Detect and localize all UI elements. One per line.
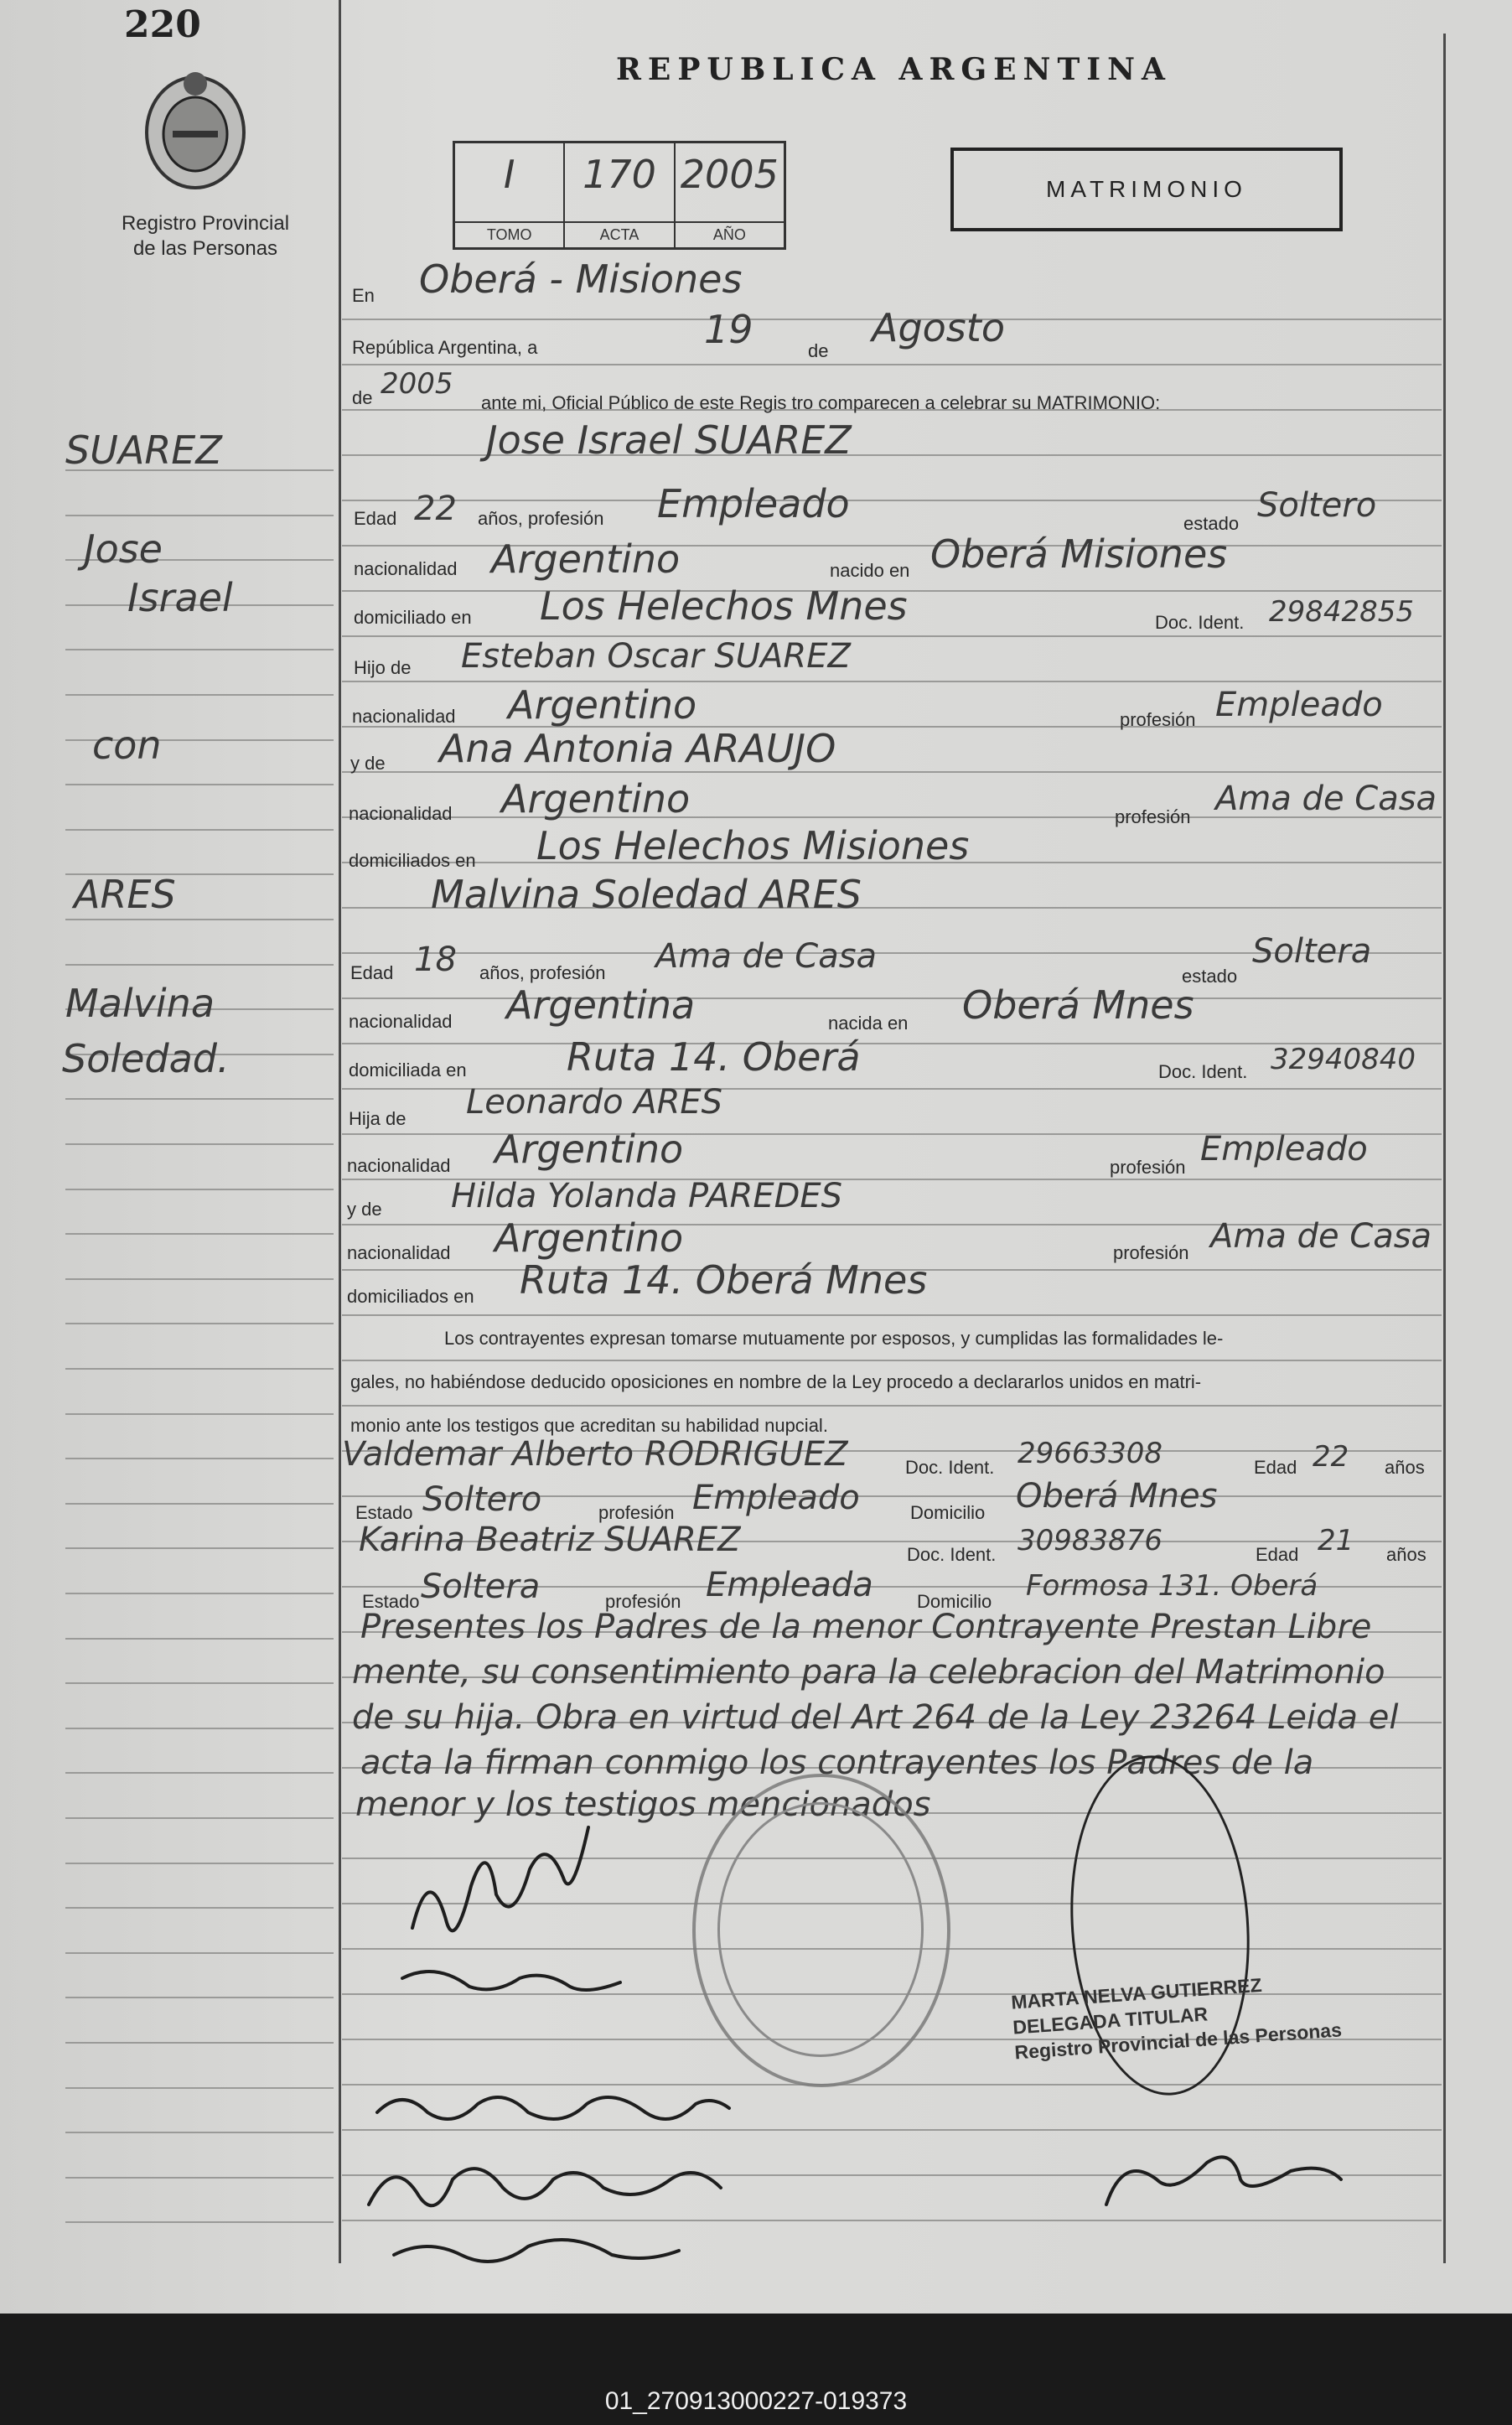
official-stamp: MARTA NELVA GUTIERREZ DELEGADA TITULAR Registro Provincial de las Personas xyxy=(1010,1973,1343,2064)
label-republica-a: República Argentina, a xyxy=(352,337,538,358)
label-nacionalidad-6: nacionalidad xyxy=(347,1242,451,1263)
bride-status: Soltera xyxy=(1252,932,1372,971)
note-line-3: de su hija. Obra en virtud del Art 264 de la Ley 23264 Leida el xyxy=(352,1698,1399,1737)
groom-status: Soltero xyxy=(1257,486,1377,525)
tomo-value: I xyxy=(503,152,515,197)
ruled-line xyxy=(342,771,1442,773)
groom-profession: Empleado xyxy=(657,481,850,526)
groom-nationality: Argentino xyxy=(491,536,681,582)
ruled-line xyxy=(65,1997,334,1998)
ruled-line xyxy=(65,1547,334,1549)
witness1-doc: 29663308 xyxy=(1017,1437,1163,1470)
ruled-line xyxy=(65,1323,334,1324)
groom-father-nationality: Argentino xyxy=(508,682,697,728)
ruled-line xyxy=(65,1458,334,1459)
witness1-address: Oberá Mnes xyxy=(1016,1477,1218,1516)
margin-name-2: Israel xyxy=(127,575,233,620)
ruled-line xyxy=(65,1503,334,1505)
witness2-status: Soltera xyxy=(421,1567,541,1606)
witness2-age: 21 xyxy=(1318,1524,1354,1557)
label-doc-ident: Doc. Ident. xyxy=(1155,612,1245,633)
place-value: Oberá - Misiones xyxy=(419,256,743,302)
ruled-line xyxy=(342,1405,1442,1407)
label-profesion-3: profesión xyxy=(1110,1157,1186,1178)
bride-parents-address: Ruta 14. Oberá Mnes xyxy=(520,1257,928,1303)
groom-mother-nationality: Argentino xyxy=(501,776,691,821)
ruled-line xyxy=(65,1772,334,1774)
label-edad: Edad xyxy=(354,508,397,529)
coat-of-arms-icon xyxy=(139,65,251,191)
ruled-line xyxy=(342,1360,1442,1361)
witness2-doc: 30983876 xyxy=(1017,1524,1163,1557)
groom-name: Jose Israel SUAREZ xyxy=(486,417,852,463)
label-profesion-5: profesión xyxy=(598,1502,675,1523)
label-estado-3: Estado xyxy=(355,1502,413,1523)
ruled-line xyxy=(65,1907,334,1909)
ruled-line xyxy=(342,1314,1442,1316)
label-profesion: profesión xyxy=(1120,709,1196,730)
bride-mother: Hilda Yolanda PAREDES xyxy=(451,1177,843,1215)
statement-line-3: monio ante los testigos que acreditan su habilidad nupcial. xyxy=(350,1415,828,1436)
label-doc-ident-3: Doc. Ident. xyxy=(905,1457,995,1478)
ruled-line xyxy=(65,1233,334,1235)
label-anios-profesion-2: años, profesión xyxy=(479,962,606,983)
bride-name: Malvina Soledad ARES xyxy=(431,872,862,917)
ruled-line xyxy=(65,1593,334,1594)
note-line-2: mente, su consentimiento para la celebracion del Matrimonio xyxy=(352,1653,1385,1692)
label-nacido-en: nacido en xyxy=(830,560,910,581)
groom-father: Esteban Oscar SUAREZ xyxy=(461,637,851,676)
label-nacionalidad: nacionalidad xyxy=(354,558,458,579)
ruled-line xyxy=(65,694,334,696)
label-hija-de: Hija de xyxy=(349,1108,406,1129)
ruled-line xyxy=(65,1817,334,1819)
label-edad-2: Edad xyxy=(350,962,394,983)
document-code: 01_270913000227-019373 xyxy=(604,2387,908,2415)
anio-label: AÑO xyxy=(676,221,784,244)
bride-age: 18 xyxy=(414,940,457,979)
signatures xyxy=(335,1811,1425,2280)
ruled-line xyxy=(65,1278,334,1280)
statement-line-1: Los contrayentes expresan tomarse mutuamente por esposos, y cumplidas las formalidades le- xyxy=(444,1328,1224,1349)
label-doc-ident-4: Doc. Ident. xyxy=(907,1544,997,1565)
ruled-line xyxy=(65,1728,334,1729)
label-domiciliados-en: domiciliados en xyxy=(349,850,476,871)
registry-name: Registro Provincial de las Personas xyxy=(121,212,290,260)
groom-mother: Ana Antonia ARAUJO xyxy=(439,726,836,771)
witness1-age: 22 xyxy=(1313,1440,1349,1474)
label-anios-1: años xyxy=(1385,1457,1425,1478)
margin-surname-2: ARES xyxy=(74,872,176,917)
tomo-box xyxy=(455,143,565,247)
label-nacionalidad-5: nacionalidad xyxy=(347,1155,451,1176)
label-edad-3: Edad xyxy=(1254,1457,1297,1478)
note-line-5: menor y los testigos mencionados xyxy=(355,1785,931,1824)
margin-name-3: Malvina xyxy=(65,981,215,1026)
label-nacida-en: nacida en xyxy=(828,1013,909,1034)
label-domicilio: Domicilio xyxy=(910,1502,986,1523)
label-domiciliado-en: domiciliado en xyxy=(354,607,472,628)
ruled-line xyxy=(65,1413,334,1415)
label-nacionalidad-2: nacionalidad xyxy=(352,706,456,727)
margin-surname: SUAREZ xyxy=(65,427,222,473)
right-border xyxy=(1443,34,1446,2263)
note-line-4: acta la firman conmigo los contrayentes los Padres de la xyxy=(360,1744,1314,1782)
label-ante: ante mi, Oficial Público de este Regis tro comparecen a celebrar su MATRIMONIO: xyxy=(481,392,1161,413)
ruled-line xyxy=(65,784,334,785)
ruled-line xyxy=(65,2132,334,2133)
year-value: 2005 xyxy=(381,367,453,401)
label-estado-2: estado xyxy=(1182,966,1238,987)
groom-parents-address: Los Helechos Misiones xyxy=(536,823,970,868)
ruled-line xyxy=(65,2177,334,2179)
groom-doc: 29842855 xyxy=(1269,595,1415,629)
ruled-line xyxy=(65,1098,334,1100)
month-value: Agosto xyxy=(872,305,1005,350)
ruled-line xyxy=(65,829,334,831)
ruled-line xyxy=(65,1143,334,1145)
groom-mother-profession: Ama de Casa xyxy=(1215,780,1437,818)
bride-father-nationality: Argentino xyxy=(495,1127,684,1172)
margin-name-1: Jose xyxy=(84,526,163,572)
witness1-name: Valdemar Alberto RODRIGUEZ xyxy=(342,1435,848,1474)
label-estado-4: Estado xyxy=(362,1591,420,1612)
bride-mother-nationality: Argentino xyxy=(495,1215,684,1261)
label-y-de: y de xyxy=(350,753,386,774)
ruled-line xyxy=(65,1189,334,1190)
tomo-label: TOMO xyxy=(455,221,563,244)
witness1-profession: Empleado xyxy=(692,1479,860,1517)
label-doc-ident-2: Doc. Ident. xyxy=(1158,1061,1248,1082)
label-profesion-6: profesión xyxy=(605,1591,681,1612)
margin-con: con xyxy=(92,723,162,768)
bride-address: Ruta 14. Oberá xyxy=(567,1034,861,1080)
bride-father-profession: Empleado xyxy=(1200,1130,1368,1168)
bride-birthplace: Oberá Mnes xyxy=(962,982,1194,1028)
ruled-line xyxy=(65,2221,334,2223)
ruled-line xyxy=(65,649,334,650)
label-de: de xyxy=(808,340,829,361)
label-edad-4: Edad xyxy=(1256,1544,1299,1565)
bride-mother-profession: Ama de Casa xyxy=(1210,1217,1432,1256)
record-type-box: MATRIMONIO xyxy=(950,148,1343,231)
label-nacionalidad-3: nacionalidad xyxy=(349,803,453,824)
ruled-line xyxy=(65,919,334,920)
bride-doc: 32940840 xyxy=(1271,1043,1416,1076)
witness2-name: Karina Beatriz SUAREZ xyxy=(359,1521,741,1559)
record-number-boxes xyxy=(453,141,786,250)
anio-value: 2005 xyxy=(680,152,779,197)
groom-age: 22 xyxy=(414,490,457,528)
bride-father: Leonardo ARES xyxy=(466,1083,723,1122)
witness1-status: Soltero xyxy=(422,1480,542,1519)
bride-profession: Ama de Casa xyxy=(655,937,878,976)
label-estado: estado xyxy=(1183,513,1240,534)
label-hijo-de: Hijo de xyxy=(354,657,412,678)
country-title: REPUBLICA ARGENTINA xyxy=(616,52,1172,87)
ruled-line xyxy=(65,1952,334,1954)
bride-nationality: Argentina xyxy=(506,982,696,1028)
acta-value: 170 xyxy=(583,152,656,197)
ruled-line xyxy=(65,2042,334,2044)
witness2-profession: Empleada xyxy=(706,1566,873,1604)
ruled-line xyxy=(65,1682,334,1684)
ruled-line xyxy=(65,964,334,966)
label-domiciliados-en-2: domiciliados en xyxy=(347,1286,474,1307)
label-domiciliada-en: domiciliada en xyxy=(349,1060,467,1080)
ruled-line xyxy=(342,364,1442,365)
page-number: 220 xyxy=(124,3,201,46)
ruled-line xyxy=(65,1368,334,1370)
label-domicilio-2: Domicilio xyxy=(917,1591,992,1612)
ruled-line xyxy=(342,681,1442,682)
ruled-line xyxy=(65,1863,334,1864)
groom-birthplace: Oberá Misiones xyxy=(930,531,1228,577)
label-profesion-4: profesión xyxy=(1113,1242,1189,1263)
ruled-line xyxy=(65,1638,334,1640)
acta-box xyxy=(565,143,675,247)
groom-father-profession: Empleado xyxy=(1215,686,1383,724)
acta-label: ACTA xyxy=(565,221,673,244)
label-anios-2: años xyxy=(1386,1544,1427,1565)
groom-address: Los Helechos Mnes xyxy=(540,583,908,629)
label-en: En xyxy=(352,285,375,306)
ruled-line xyxy=(65,515,334,516)
label-profesion-2: profesión xyxy=(1115,806,1191,827)
label-de-2: de xyxy=(352,387,373,408)
witness2-address: Formosa 131. Oberá xyxy=(1026,1569,1318,1603)
anio-box xyxy=(676,143,784,247)
margin-name-4: Soledad. xyxy=(62,1036,230,1081)
label-anios-profesion: años, profesión xyxy=(478,508,604,529)
note-line-1: Presentes los Padres de la menor Contrayente Prestan Libre xyxy=(360,1608,1372,1646)
day-value: 19 xyxy=(704,307,753,352)
label-y-de-2: y de xyxy=(347,1199,382,1220)
ruled-line xyxy=(65,2087,334,2089)
statement-line-2: gales, no habiéndose deducido oposiciones en nombre de la Ley procedo a declararlos unidos en matri- xyxy=(350,1371,1202,1392)
label-nacionalidad-4: nacionalidad xyxy=(349,1011,453,1032)
